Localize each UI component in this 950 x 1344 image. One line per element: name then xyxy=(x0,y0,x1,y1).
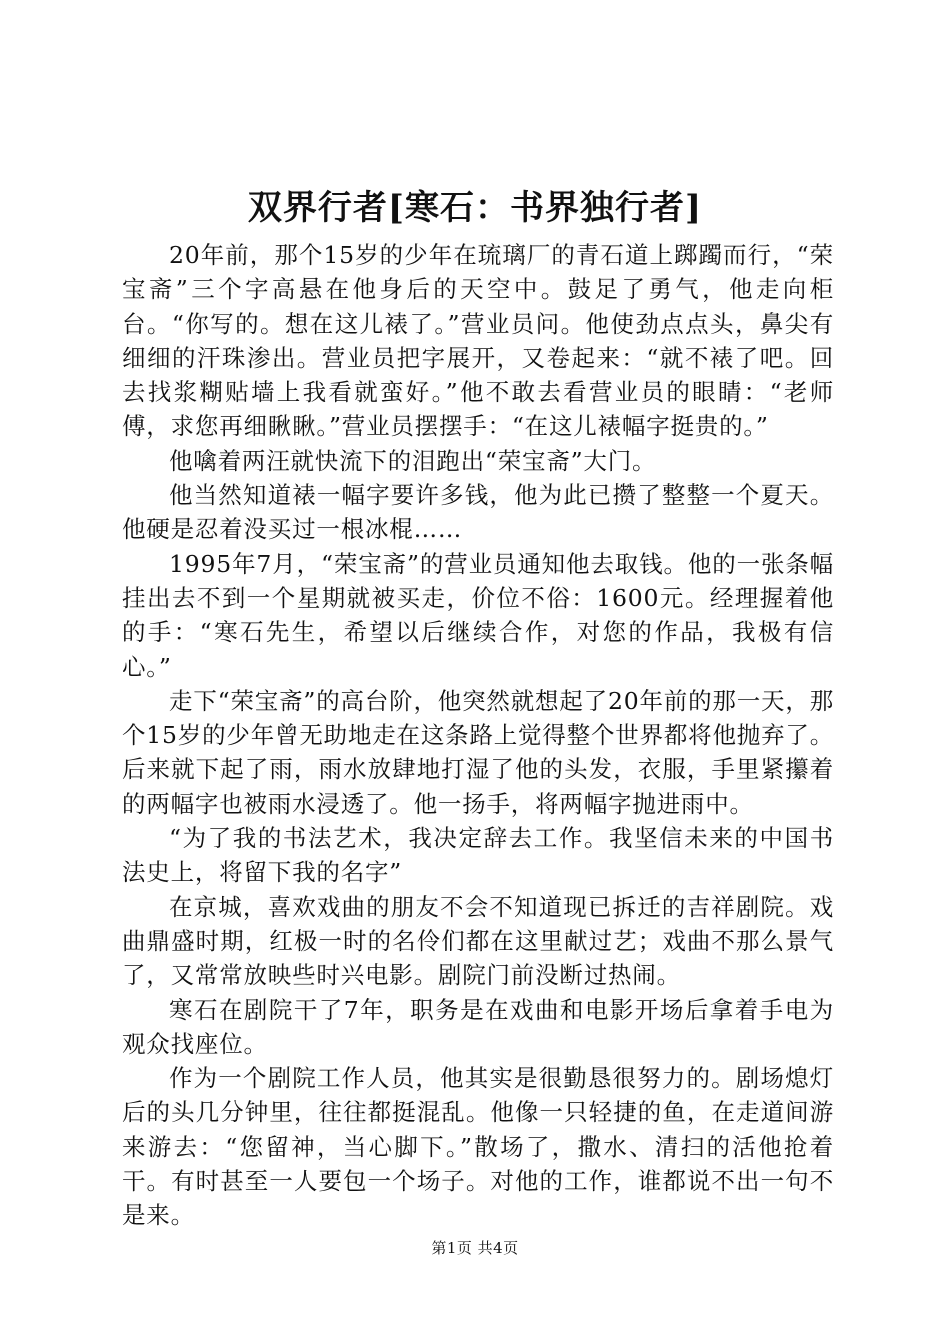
paragraph-3: 他当然知道裱一幅字要许多钱，他为此已攒了整整一个夏天。他硬是忍着没买过一根冰棍…… xyxy=(122,481,834,544)
paragraph-5: 走下“荣宝斋”的高台阶，他突然就想起了20年前的那一天，那个15岁的少年曾无助地走在这条路上觉得整个世界都将他抛弃了。后来就下起了雨，雨水放肆地打湿了他的头发，衣服，手里紧攥着的两幅字也被雨水浸透了。他一扬手，将两幅字抛进雨中。 xyxy=(122,686,834,818)
document-title: 双界行者[寒石：书界独行者] xyxy=(247,188,703,228)
paragraph-8: 寒石在剧院干了7年，职务是在戏曲和电影开场后拿着手电为观众找座位。 xyxy=(122,995,834,1058)
paragraph-6: “为了我的书法艺术，我决定辞去工作。我坚信未来的中国书法史上，将留下我的名字” xyxy=(122,824,834,887)
paragraph-7: 在京城，喜欢戏曲的朋友不会不知道现已拆迁的吉祥剧院。戏曲鼎盛时期，红极一时的名伶们都在这里献过艺；戏曲不那么景气了，又常常放映些时兴电影。剧院门前没断过热闹。 xyxy=(122,892,834,990)
paragraph-4: 1995年7月，“荣宝斋”的营业员通知他去取钱。他的一张条幅挂出去不到一个星期就被买走，价位不俗：1600元。经理握着他的手：“寒石先生，希望以后继续合作，对您的作品，我极有信心。” xyxy=(122,549,834,681)
paragraph-2: 他噙着两汪就快流下的泪跑出“荣宝斋”大门。 xyxy=(169,446,657,475)
page-number-footer: 第1页 共4页 xyxy=(431,1239,519,1257)
document-body xyxy=(122,238,834,1233)
paragraph-1: 20年前，那个15岁的少年在琉璃厂的青石道上踯躅而行，“荣宝斋”三个字高悬在他身后的天空中。鼓足了勇气，他走向柜台。“你写的。想在这儿裱了。”营业员问。他使劲点点头，鼻尖有细细的汗珠渗出。营业员把字展开，又卷起来：“就不裱了吧。回去找浆糊贴墙上我看就蛮好。”他不敢去看营业员的眼睛：“老师傅，求您再细瞅瞅。”营业员摆摆手：“在这儿裱幅字挺贵的。” xyxy=(122,241,834,441)
paragraph-9: 作为一个剧院工作人员，他其实是很勤恳很努力的。剧场熄灯后的头几分钟里，往往都挺混乱。他像一只轻捷的鱼，在走道间游来游去：“您留神，当心脚下。”散场了，撒水、清扫的活他抢着干。有时甚至一人要包一个场子。对他的工作，谁都说不出一句不是来。 xyxy=(122,1064,834,1230)
